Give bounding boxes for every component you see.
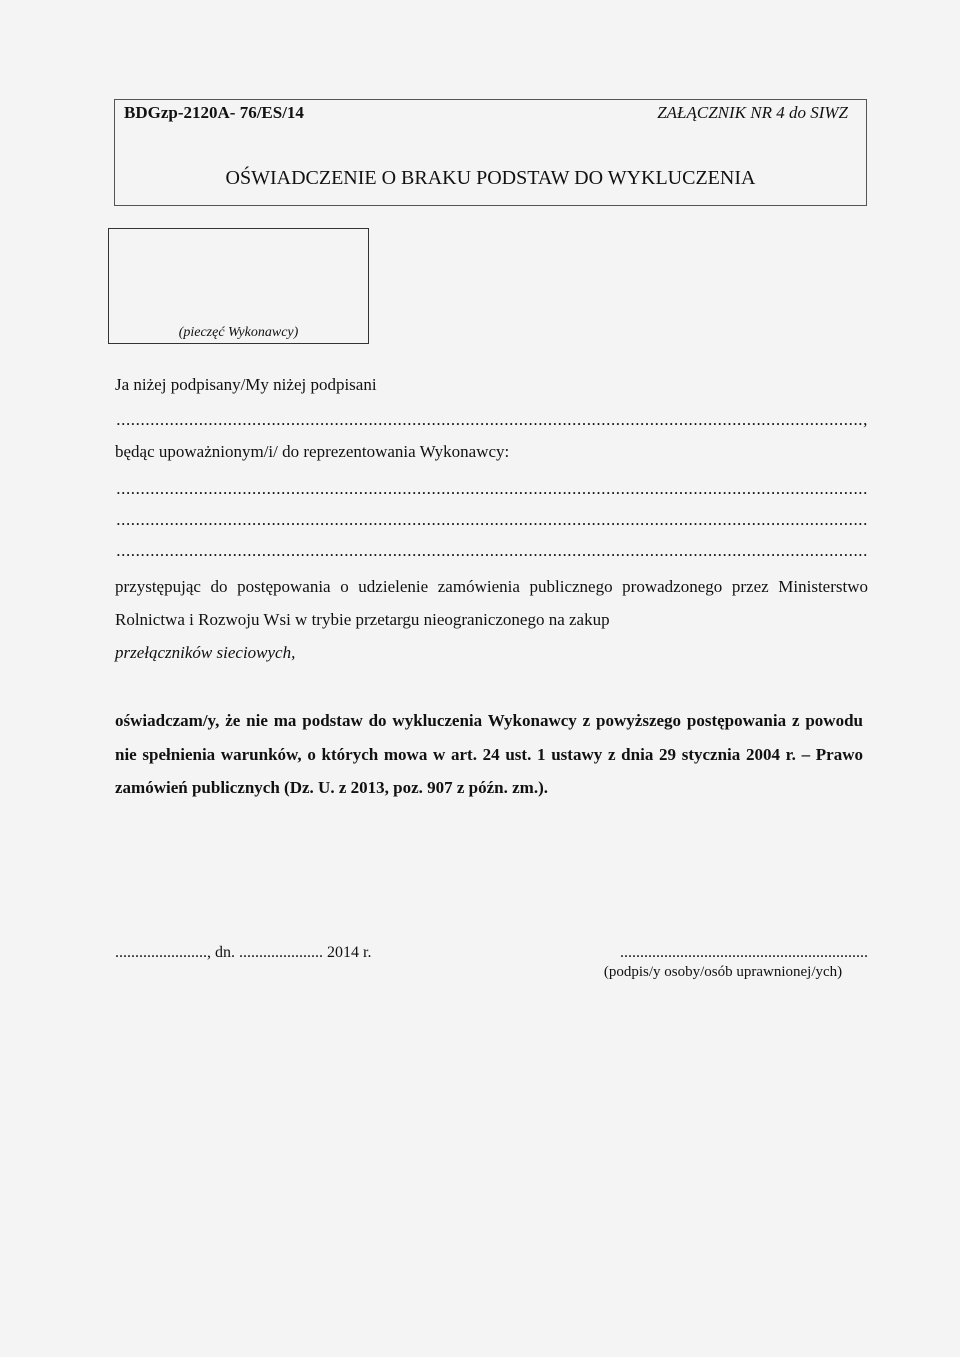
stamp-caption: (pieczęć Wykonawcy) [178,325,299,340]
signature-field[interactable]: .............................................................. [620,944,868,961]
authorized-label: będąc upoważnionym/i/ do reprezentowania Wykonawcy: [115,442,510,461]
header-box [114,99,867,206]
annex-label: ZAŁĄCZNIK NR 4 do SIWZ [657,103,848,122]
undersigned-name-field[interactable]: .........................................................................................................................................................., [116,410,868,429]
contractor-stamp-box [108,228,369,344]
procurement-text: przystępując do postępowania o udzielenie zamówienia publicznego prowadzonego przez Ministerstwo Rolnictwa i Rozwoju Wsi w trybie przetargu nieograniczonego na zakup [115,577,868,629]
undersigned-label: Ja niżej podpisany/My niżej podpisani [115,375,377,394]
declaration-paragraph: oświadczam/y, że nie ma podstaw do wykluczenia Wykonawcy z powyższego postępowania z powodu nie spełnienia warunków, o których mowa w art. 24 ust. 1 ustawy z dnia 29 stycznia 2004 r. – Prawo zamówień publicznych (Dz. U. z 2013, poz. 907 z późn. zm.). [115,711,863,797]
place-date-field[interactable]: ......................., dn. ..................... 2014 r. [115,944,372,961]
document-title: OŚWIADCZENIE O BRAKU PODSTAW DO WYKLUCZENIA [225,167,756,189]
contractor-field-line-1[interactable]: ........................................................................................................................................................... [116,479,868,498]
contractor-field-line-3[interactable]: ........................................................................................................................................................... [116,541,868,560]
procurement-subject: przełączników sieciowych, [115,643,296,662]
signature-caption: (podpis/y osoby/osób uprawnionej/ych) [603,964,843,980]
procurement-paragraph [115,570,868,669]
contractor-field-line-2[interactable]: ........................................................................................................................................................... [116,510,868,529]
reference-number: BDGzp-2120A- 76/ES/14 [124,103,304,122]
